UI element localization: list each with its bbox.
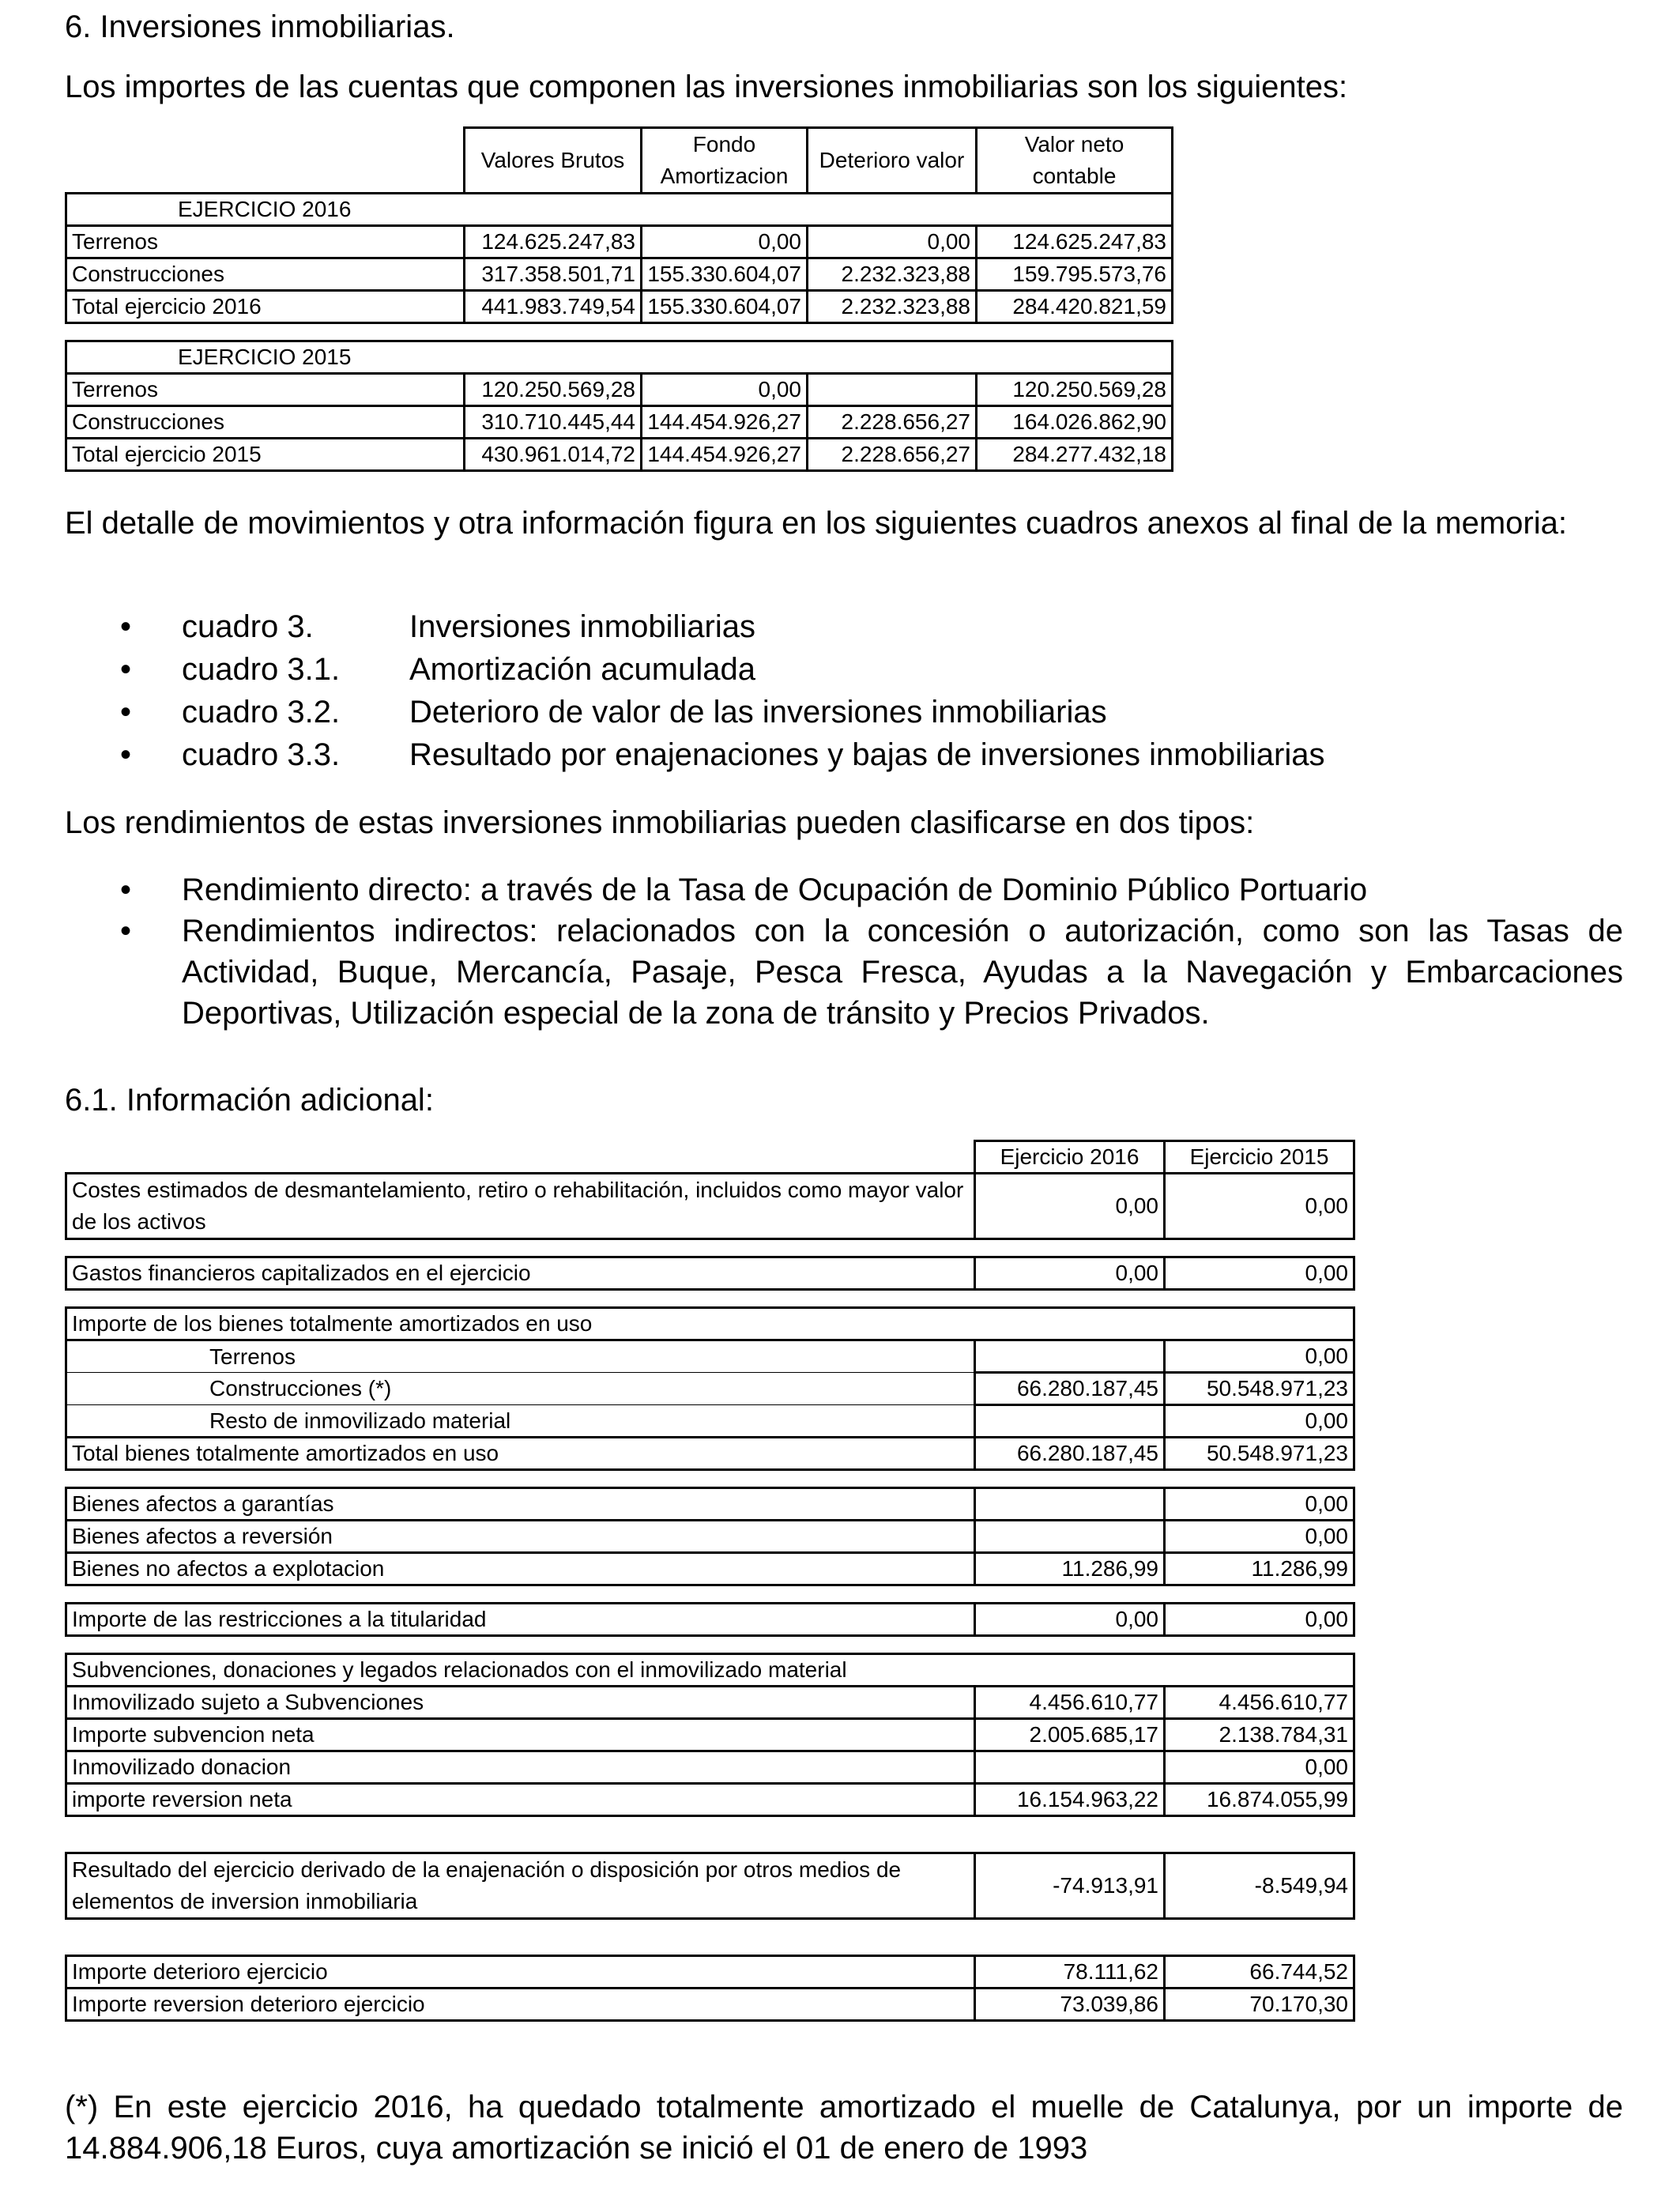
footnote: (*) En este ejercicio 2016, ha quedado totalmente amortizado el muelle de Catalunya, por un importe de 14.884.906,18 Euros, cuya amortización se inició el 01 de enero de 1993 xyxy=(65,2090,1623,2166)
table-row: Construcciones 310.710.445,44 144.454.926,27 2.228.656,27 164.026.862,90 xyxy=(66,406,1173,439)
list-item: • cuadro 3.2. Deterioro de valor de las inversiones inmobiliarias xyxy=(65,691,1623,733)
col-header-deterioro-valor: Deterioro valor xyxy=(808,128,977,194)
table-row: Terrenos 124.625.247,83 0,00 0,00 124.625.247,83 xyxy=(66,226,1173,258)
table-row: Importe deterioro ejercicio 78.111,62 66.744,52 xyxy=(66,1956,1354,1989)
table-row: Importe de las restricciones a la titularidad 0,00 0,00 xyxy=(66,1604,1354,1636)
table-row: Resultado del ejercicio derivado de la enajenación o disposición por otros medios de elementos de inversion inmobiliaria -74.913,91 -8.549,94 xyxy=(66,1853,1354,1919)
table-row: Bienes afectos a reversión 0,00 xyxy=(66,1521,1354,1553)
list-item: • cuadro 3.3. Resultado por enajenaciones y bajas de inversiones inmobiliarias xyxy=(65,733,1623,776)
table-row: Resto de inmovilizado material 0,00 xyxy=(66,1405,1354,1438)
rendimientos-text: Los rendimientos de estas inversiones inmobiliarias pueden clasificarse en dos tipos: xyxy=(65,805,1255,840)
table-row: Inmovilizado donacion 0,00 xyxy=(66,1751,1354,1784)
bullet-icon: • xyxy=(120,695,132,729)
col-header-2016: Ejercicio 2016 xyxy=(975,1141,1165,1174)
additional-info-table xyxy=(65,1140,1355,2022)
cuadros-list xyxy=(65,605,1623,776)
rendimientos-list xyxy=(65,869,1623,1034)
list-item: • Rendimientos indirectos: relacionados con la concesión o autorización, como son las Tasas de Actividad, Buque, Mercancía, Pasaje, Pesca Fresca, Ayudas a la Navegación y Embarcaciones Deportivas, Utilización especial de la zona de tránsito y Precios Privados. xyxy=(65,910,1623,1034)
table-row: Terrenos 120.250.569,28 0,00 120.250.569,28 xyxy=(66,374,1173,406)
table-row-total: Total ejercicio 2016 441.983.749,54 155.330.604,07 2.232.323,88 284.420.821,59 xyxy=(66,291,1173,323)
table-row: importe reversion neta 16.154.963,22 16.874.055,99 xyxy=(66,1784,1354,1816)
subvenciones-title: Subvenciones, donaciones y legados relacionados con el inmovilizado material xyxy=(66,1654,1354,1687)
bullet-icon: • xyxy=(120,737,132,772)
col-header-valores-brutos: Valores Brutos xyxy=(465,128,642,194)
table-row: Importe reversion deterioro ejercicio 73.039,86 70.170,30 xyxy=(66,1989,1354,2021)
bullet-icon: • xyxy=(120,652,132,687)
table-row: Bienes afectos a garantías 0,00 xyxy=(66,1488,1354,1521)
table-row: Construcciones (*) 66.280.187,45 50.548.971,23 xyxy=(66,1373,1354,1405)
subheading: 6.1. Información adicional: xyxy=(65,1083,434,1118)
bullet-icon: • xyxy=(120,873,132,907)
section-heading: 6. Inversiones inmobiliarias. xyxy=(65,9,455,44)
table-row-total: Total bienes totalmente amortizados en uso 66.280.187,45 50.548.971,23 xyxy=(66,1438,1354,1470)
table-row: Bienes no afectos a explotacion 11.286,99 11.286,99 xyxy=(66,1553,1354,1585)
table-row-total: Total ejercicio 2015 430.961.014,72 144.454.926,27 2.228.656,27 284.277.432,18 xyxy=(66,439,1173,471)
bullet-icon: • xyxy=(120,914,132,948)
detail-text: El detalle de movimientos y otra información figura en los siguientes cuadros anexos al final de la memoria: xyxy=(65,506,1567,541)
col-header-2015: Ejercicio 2015 xyxy=(1165,1141,1354,1174)
section-title-2015: EJERCICIO 2015 xyxy=(66,341,1173,374)
amortizados-title: Importe de los bienes totalmente amortizados en uso xyxy=(66,1308,1354,1340)
bullet-icon: • xyxy=(120,609,132,644)
section-title-2016: EJERCICIO 2016 xyxy=(66,194,1173,226)
table-row: Costes estimados de desmantelamiento, retiro o rehabilitación, incluidos como mayor valor de los activos 0,00 0,00 xyxy=(66,1174,1354,1239)
list-item: • cuadro 3. Inversiones inmobiliarias xyxy=(65,605,1623,648)
table-row: Importe subvencion neta 2.005.685,17 2.138.784,31 xyxy=(66,1719,1354,1751)
table-row: Construcciones 317.358.501,71 155.330.604,07 2.232.323,88 159.795.573,76 xyxy=(66,258,1173,291)
list-item: • Rendimiento directo: a través de la Tasa de Ocupación de Dominio Público Portuario xyxy=(65,869,1623,910)
intro-text: Los importes de las cuentas que componen las inversiones inmobiliarias son los siguientes: xyxy=(65,70,1348,104)
col-header-valor-neto: Valor neto contable xyxy=(977,128,1173,194)
investments-table xyxy=(65,126,1173,472)
list-item: • cuadro 3.1. Amortización acumulada xyxy=(65,648,1623,691)
table-row: Inmovilizado sujeto a Subvenciones 4.456.610,77 4.456.610,77 xyxy=(66,1687,1354,1719)
table-row: Gastos financieros capitalizados en el ejercicio 0,00 0,00 xyxy=(66,1257,1354,1290)
table-row: Terrenos 0,00 xyxy=(66,1340,1354,1373)
col-header-fondo-amortizacion: Fondo Amortizacion xyxy=(642,128,808,194)
